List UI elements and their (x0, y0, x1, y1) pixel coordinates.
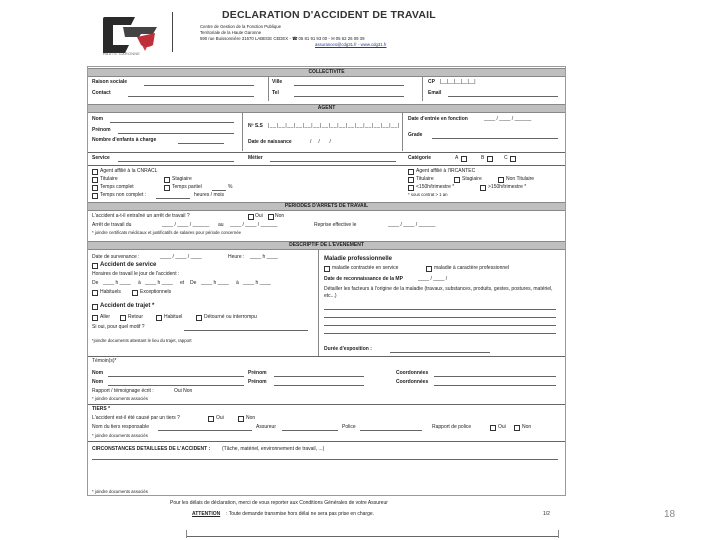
details-line[interactable] (324, 309, 556, 310)
maladie-caractere-checkbox[interactable] (426, 266, 432, 272)
exceptionnels-label: Exceptionnels (140, 289, 172, 295)
field-enfants[interactable] (178, 143, 224, 144)
field-date-survenance[interactable]: ____ / ____ / ____ (160, 254, 202, 260)
ircantec-label: Agent affilié à l'IRCANTEC (416, 168, 476, 174)
partiel-label: Temps partiel (172, 184, 202, 190)
temoin-coord-2-label: Coordonnées (396, 379, 429, 385)
label-metier: Métier (248, 155, 263, 161)
footer-hors-delai: : Toute demande transmise hors délai ne sera pas prise en charge. (226, 511, 375, 517)
maladie-caractere-label: maladie à caractère professionnel (434, 265, 510, 271)
habituel-label: Habituel (164, 314, 183, 320)
field-service[interactable] (118, 161, 234, 162)
partiel-checkbox[interactable] (164, 185, 170, 191)
field-tiers-responsable[interactable] (158, 430, 252, 431)
police-oui-label: Oui (498, 424, 506, 430)
horaires-et: et (180, 280, 185, 286)
field-reprise[interactable]: ____ / ____ / ______ (388, 222, 436, 228)
footer-attention: ATTENTION (192, 511, 221, 517)
field-email[interactable] (448, 96, 558, 97)
field-police[interactable] (360, 430, 422, 431)
police-non-label: Non (522, 424, 532, 430)
label-entree: Date d'entrée en fonction (408, 116, 468, 122)
details-label: Détailler les facteurs à l'origine de la maladie (travaux, substances, produits, gestes, postures, matériel, etc...) (324, 286, 553, 299)
logo (95, 15, 165, 59)
accident-trajet-checkbox[interactable] (92, 304, 98, 310)
accident-trajet-label: Accident de trajet * (100, 303, 155, 309)
stagiaire-checkbox[interactable] (164, 177, 170, 183)
habituels-checkbox[interactable] (92, 290, 98, 296)
rapport-label: Rapport / témoignage écrit : (92, 388, 154, 394)
non-titulaire-checkbox[interactable] (498, 177, 504, 183)
separator (88, 356, 565, 357)
field-ville[interactable] (294, 85, 404, 86)
field-duree[interactable] (390, 352, 490, 353)
field-prenom[interactable] (118, 133, 234, 134)
date-survenance-label: Date de survenance : (92, 254, 140, 260)
label-grade: Grade (408, 132, 423, 138)
aller-checkbox[interactable] (92, 315, 98, 321)
ir-titulaire-checkbox[interactable] (408, 177, 414, 183)
label-naissance: Date de naissance (248, 139, 292, 145)
arret-oui-label: Oui (255, 213, 263, 219)
field-raison-sociale[interactable] (144, 85, 254, 86)
label-categorie: Catégorie (408, 155, 432, 161)
detour-checkbox[interactable] (196, 315, 202, 321)
arret-non-checkbox[interactable] (268, 214, 274, 220)
divider (402, 113, 403, 151)
field-temoin-coord-1[interactable] (434, 376, 556, 377)
band-collectivite: COLLECTIVITE (88, 68, 565, 77)
cat-b-checkbox[interactable] (487, 156, 493, 162)
police-label: Police (342, 424, 356, 430)
org-line-2: Territoriale de la Haute Garonne (200, 30, 262, 35)
complet-label: Temps complet (100, 184, 134, 190)
label-nir: Nº S.S (248, 123, 263, 129)
horaires-de-2: De (190, 280, 197, 286)
separator (88, 441, 565, 442)
label-raison-sociale: Raison sociale (92, 79, 128, 85)
detour-label: Détourné ou interrompu (204, 314, 257, 320)
tiers-oui-label: Oui (216, 415, 224, 421)
field-heure[interactable]: ____ h ____ (250, 254, 278, 260)
non-complet-unit: heures / mois (194, 192, 225, 198)
ir-titulaire-label: Titulaire (416, 176, 434, 182)
divider (318, 250, 319, 356)
field-horaire-1[interactable]: ____ h ____ (103, 280, 131, 286)
form-title: DECLARATION D'ACCIDENT DE TRAVAIL (222, 9, 436, 21)
temoin-coord-1-label: Coordonnées (396, 370, 429, 376)
rapport-options[interactable]: Oui Non (174, 388, 193, 394)
org-line-1: Centre de Gestion de la Fonction Publique (200, 24, 281, 29)
accident-service-label: Accident de service (100, 262, 157, 268)
field-horaire-2[interactable]: ____ h ____ (145, 280, 173, 286)
ircantec-checkbox[interactable] (408, 169, 414, 175)
rapport-police-label: Rapport de police (432, 424, 472, 430)
field-horaire-4[interactable]: ____ h ____ (243, 280, 271, 286)
circonstances-title: CIRCONSTANCES DETAILLEES DE L'ACCIDENT : (92, 446, 211, 452)
band-agent: AGENT (88, 104, 565, 113)
field-arret-du[interactable]: ____ / ____ / ______ (162, 222, 210, 228)
field-arret-au[interactable]: ____ / ____ / ______ (230, 222, 278, 228)
divider (268, 77, 269, 101)
titulaire-checkbox[interactable] (92, 177, 98, 183)
field-grade[interactable] (432, 138, 558, 139)
label-enfants: Nombre d'enfants à charge (92, 137, 157, 143)
field-temoin-coord-2[interactable] (434, 385, 556, 386)
logo-subtitle: HAUTE-GARONNE (103, 52, 141, 56)
footer-rule-right (558, 530, 559, 538)
titulaire-label: Titulaire (100, 176, 118, 182)
slide-number: 18 (664, 509, 676, 520)
divider (422, 77, 423, 101)
cnracl-checkbox[interactable] (92, 169, 98, 175)
cat-a-label: A (455, 155, 459, 161)
separator (88, 152, 565, 153)
cat-b-label: B (481, 155, 485, 161)
cat-c-checkbox[interactable] (510, 156, 516, 162)
temoins-title: Témoin(s)* (92, 358, 117, 364)
plus150-checkbox[interactable] (480, 185, 486, 191)
details-line[interactable] (324, 325, 556, 326)
separator (88, 404, 565, 405)
arret-au-label: au (218, 222, 224, 228)
label-ville: Ville (272, 79, 283, 85)
field-contact[interactable] (128, 96, 254, 97)
field-temoin-nom-1[interactable] (108, 376, 244, 377)
tiers-title: TIERS * (92, 406, 111, 412)
moins150-checkbox[interactable] (408, 185, 414, 191)
cat-c-label: C (504, 155, 508, 161)
declaration-form (87, 66, 566, 496)
horaires-label: Horaires de travail le jour de l'accident : (92, 271, 180, 277)
field-horaire-3[interactable]: ____ h ____ (201, 280, 229, 286)
field-partiel[interactable] (212, 190, 226, 191)
tiers-responsable-label: Nom du tiers responsable (92, 424, 149, 430)
footer-rule-left (186, 530, 187, 538)
label-cp: CP (428, 79, 435, 85)
horaires-a-2: à (236, 280, 239, 286)
cnracl-label: Agent affilié à la CNRACL (100, 168, 158, 174)
field-temoin-prenom-2[interactable] (274, 385, 364, 386)
plus150-label: >150h/trimestre * (488, 184, 527, 190)
field-non-complet[interactable] (156, 198, 190, 199)
assureur-label: Assureur (256, 424, 277, 430)
tiers-cause-label: L'accident est-il été causé par un tiers ? (92, 415, 180, 421)
field-naissance[interactable]: / / / (310, 139, 331, 145)
circonstances-line[interactable] (92, 459, 558, 460)
field-nir[interactable]: |__|__|__|__|__|__|__|__|__|__|__|__|__|__|__| (268, 123, 400, 129)
label-prenom: Prénom (92, 127, 111, 133)
maladie-label: Maladie professionnelle (324, 256, 393, 262)
circonstances-hint: (Tâche, matériel, environnement de travail, ...) (222, 446, 325, 452)
aller-label: Aller (100, 314, 111, 320)
field-pourquoi[interactable] (184, 330, 308, 331)
field-temoin-nom-2[interactable] (108, 385, 244, 386)
field-cp[interactable]: |__|__|__|__|__| (440, 79, 476, 85)
partiel-unit: % (228, 184, 233, 190)
details-line[interactable] (324, 317, 556, 318)
police-non-checkbox[interactable] (514, 425, 520, 431)
trajet-joindre: *joindre documents attestant le lieu du trajet, rapport (92, 338, 192, 343)
band-descriptif: DESCRIPTIF DE L'EVENEMENT (88, 241, 565, 250)
circonstances-joindre: * joindre documents associés (92, 489, 148, 494)
retour-checkbox[interactable] (120, 315, 126, 321)
label-nom: Nom (92, 116, 104, 122)
field-assureur[interactable] (282, 430, 338, 431)
periodes-question: L'accident a-t-il entraîné un arrêt de travail ? (92, 213, 190, 219)
field-date-reconnaissance[interactable]: ____ / ____ / (418, 276, 448, 282)
arret-du-label: Arrêt de travail du (92, 222, 132, 228)
habituel-checkbox[interactable] (156, 315, 162, 321)
temoin-prenom-1-label: Prénom (248, 370, 267, 376)
label-email: Email (428, 90, 442, 96)
label-contact: Contact (92, 90, 111, 96)
page-number: 1/2 (543, 511, 550, 517)
separator (88, 165, 565, 166)
arret-oui-checkbox[interactable] (248, 214, 254, 220)
agent-note: * sous contrat > 1 an (408, 192, 448, 197)
ir-stagiaire-label: Stagiaire (462, 176, 482, 182)
tiers-joindre: * joindre documents associés (92, 433, 148, 438)
complet-checkbox[interactable] (92, 185, 98, 191)
label-service: Service (92, 155, 110, 161)
field-tel[interactable] (294, 96, 404, 97)
field-temoin-prenom-1[interactable] (274, 376, 364, 377)
org-address: 590 rue Buissonnière 31670 LABEGE CEDEX - ☎ 05 81 91 93 00 - ✉ 05 62 26 09 39 (200, 36, 365, 41)
label-tel: Tel (272, 90, 279, 96)
police-oui-checkbox[interactable] (490, 425, 496, 431)
non-complet-label: Temps non complet : (100, 192, 147, 198)
horaires-a-1: à (138, 280, 141, 286)
cat-a-checkbox[interactable] (461, 156, 467, 162)
field-nom[interactable] (110, 122, 234, 123)
non-titulaire-label: Non Titulaire (506, 176, 535, 182)
footer-delais: Pour les délais de déclaration, merci de vous reporter aux Conditions Générales de votre Assureur (170, 500, 388, 506)
temoin-nom-2-label: Nom (92, 379, 104, 385)
temoins-joindre: * joindre documents associés (92, 396, 148, 401)
tiers-non-checkbox[interactable] (238, 416, 244, 422)
date-reconnaissance-label: Date de reconnaissance de la MP (324, 276, 403, 282)
temoin-prenom-2-label: Prénom (248, 379, 267, 385)
field-metier[interactable] (270, 161, 396, 162)
horaires-de-1: De (92, 280, 99, 286)
maladie-contractee-label: maladie contractée en service (332, 265, 399, 271)
details-line[interactable] (324, 333, 556, 334)
moins150-label: <150h/trimestre * (416, 184, 455, 190)
arret-non-label: Non (275, 213, 285, 219)
accident-service-checkbox[interactable] (92, 263, 98, 269)
org-email[interactable]: assurances@cdg31.fr - www.cdg31.fr (315, 42, 387, 47)
duree-label: Durée d'exposition : (324, 346, 372, 352)
heure-label: Heure : (228, 254, 245, 260)
header-divider (172, 12, 173, 52)
periodes-joindre: * joindre certificats médicaux et justificatifs de salaires pour période concernée (92, 230, 242, 235)
non-complet-checkbox[interactable] (92, 193, 98, 199)
field-entree[interactable]: ____ / ____ / ______ (484, 116, 532, 122)
retour-label: Retour (128, 314, 144, 320)
tiers-non-label: Non (246, 415, 256, 421)
divider (242, 113, 243, 151)
maladie-contractee-checkbox[interactable] (324, 266, 330, 272)
stagiaire-label: Stagiaire (172, 176, 192, 182)
habituels-label: Habituels (100, 289, 121, 295)
footer-rule (186, 536, 558, 537)
temoin-nom-1-label: Nom (92, 370, 104, 376)
reprise-label: Reprise effective le (314, 222, 357, 228)
tiers-oui-checkbox[interactable] (208, 416, 214, 422)
exceptionnels-checkbox[interactable] (132, 290, 138, 296)
band-periodes: PERIODES D'ARRETS DE TRAVAIL (88, 202, 565, 211)
ir-stagiaire-checkbox[interactable] (454, 177, 460, 183)
pourquoi-label: Si oui, pour quel motif ? (92, 324, 145, 330)
